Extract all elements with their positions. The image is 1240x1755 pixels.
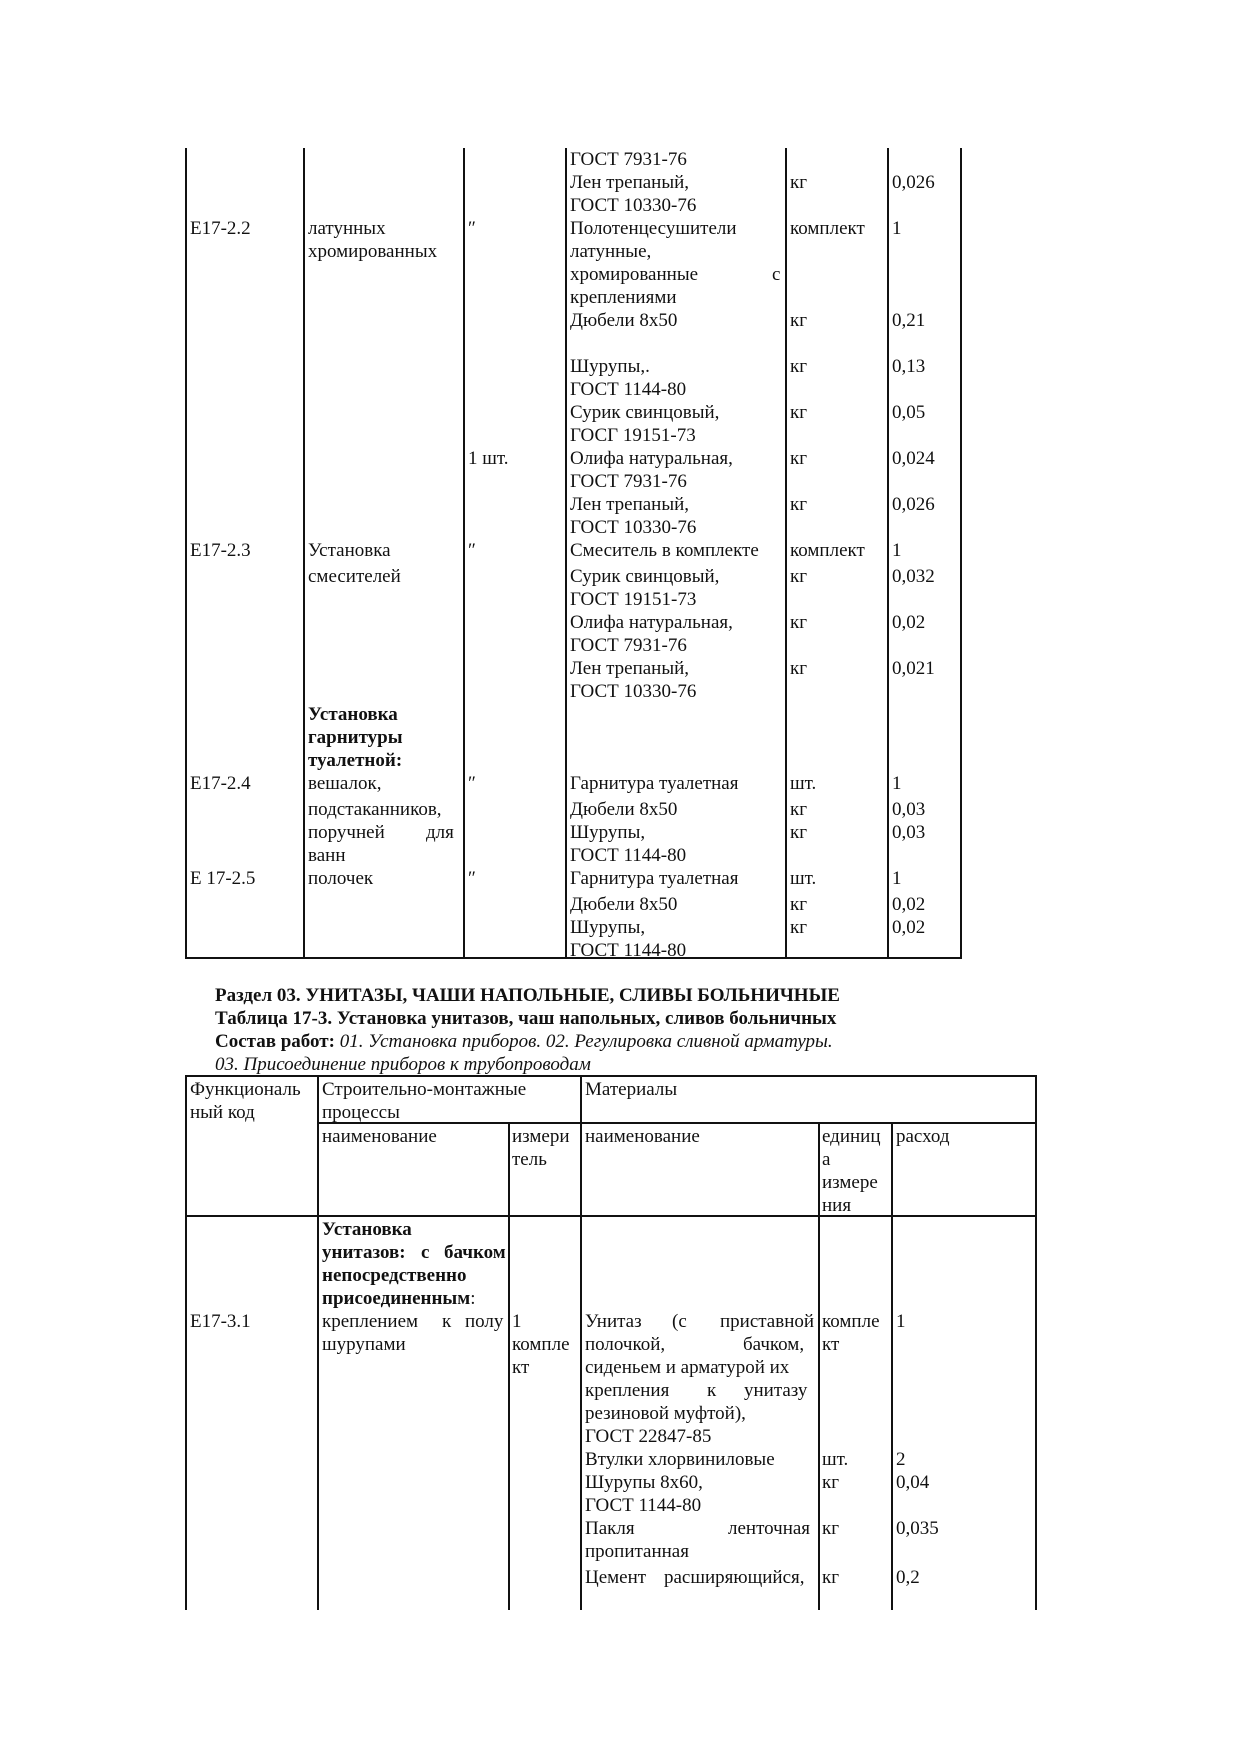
material-qty: 0,035	[896, 1518, 939, 1539]
material-name: Пакля	[585, 1518, 635, 1539]
material-name: (с	[672, 1311, 687, 1332]
process-heading: унитазов:	[322, 1242, 406, 1263]
measure-unit: компле	[512, 1334, 570, 1355]
material-qty: 2	[896, 1449, 906, 1470]
material-qty: 1	[892, 218, 902, 239]
material-unit: кг	[822, 1518, 840, 1539]
process-heading-bold: присоединенным	[322, 1288, 471, 1309]
work-composition-text-2: 03. Присоединение приборов к трубопроводам	[215, 1054, 591, 1075]
material-unit: кг	[790, 658, 808, 679]
process-heading: гарнитуры	[308, 727, 403, 748]
measure-unit: кт	[512, 1357, 530, 1378]
process-heading: туалетной:	[308, 750, 403, 771]
material-qty: 0,026	[892, 172, 935, 193]
header-process-name: наименование	[322, 1126, 437, 1147]
material-qty: 1	[892, 540, 902, 561]
header-material-unit: а	[822, 1149, 831, 1170]
material-name: Дюбели 8х50	[570, 310, 678, 331]
material-qty: 0,13	[892, 356, 926, 377]
material-name: ГОСТ 10330-76	[570, 517, 697, 538]
material-name: хромированные	[570, 264, 699, 285]
material-unit: кг	[790, 172, 808, 193]
material-name: Олифа натуральная,	[570, 612, 733, 633]
material-unit: кт	[822, 1334, 840, 1355]
process-name: Установка	[308, 540, 391, 561]
material-qty: 0,02	[892, 894, 926, 915]
material-unit: кг	[790, 494, 808, 515]
material-name: ГОСТ 19151-73	[570, 589, 697, 610]
material-qty: 0,04	[896, 1472, 930, 1493]
material-name: Цемент	[585, 1567, 647, 1588]
process-name: подстаканников,	[308, 799, 442, 820]
header-process-measure: измери	[512, 1126, 570, 1147]
material-name: Шурупы 8х60,	[585, 1472, 703, 1493]
material-name: ГОСТ 1144-80	[585, 1495, 702, 1516]
function-code: Е17-2.2	[190, 218, 251, 239]
header-function-code: Функциональ	[190, 1079, 301, 1100]
material-qty: 1	[896, 1311, 906, 1332]
material-name: Смеситель в комплекте	[570, 540, 759, 561]
process-heading: непосредственно	[322, 1265, 467, 1286]
process-heading: с	[421, 1242, 430, 1263]
process-heading: бачком	[444, 1242, 506, 1263]
material-unit: кг	[790, 822, 808, 843]
material-unit: кг	[790, 894, 808, 915]
work-composition-label: Состав работ:	[215, 1031, 335, 1052]
material-unit: комплект	[790, 540, 865, 561]
material-qty: 0,026	[892, 494, 935, 515]
material-qty: 0,024	[892, 448, 935, 469]
material-name: Лен трепаный,	[570, 494, 690, 515]
material-name: крепления	[585, 1380, 670, 1401]
header-process: процессы	[322, 1102, 400, 1123]
header-process-measure: тель	[512, 1149, 547, 1170]
material-unit: кг	[790, 917, 808, 938]
material-qty: 0,032	[892, 566, 935, 587]
material-name: с	[772, 264, 781, 285]
process-name: ванн	[308, 845, 346, 866]
material-qty: 0,05	[892, 402, 926, 423]
material-unit: кг	[790, 356, 808, 377]
process-name: поручней	[308, 822, 385, 843]
ditto-mark: ″	[468, 868, 476, 889]
material-name: пропитанная	[585, 1541, 689, 1562]
material-name: ГОСТ 1144-80	[570, 845, 687, 866]
measure-unit: 1	[512, 1311, 522, 1332]
process-heading: Установка	[308, 704, 398, 725]
material-name: унитазу	[744, 1380, 808, 1401]
material-name: ГОСТ 1144-80	[570, 379, 687, 400]
material-qty: 0,021	[892, 658, 935, 679]
process-name: креплением	[322, 1311, 419, 1332]
function-code: Е17-2.4	[190, 773, 251, 794]
material-name: Шурупы,.	[570, 356, 650, 377]
material-name: ГОСГ 19151-73	[570, 425, 696, 446]
material-qty: 1	[892, 868, 902, 889]
material-name: резиновой муфтой),	[585, 1403, 746, 1424]
material-name: ГОСТ 7931-76	[570, 635, 687, 656]
header-material-unit: измере	[822, 1172, 878, 1193]
material-unit: кг	[790, 566, 808, 587]
material-name: латунные,	[570, 241, 652, 262]
process-name: хромированных	[308, 241, 438, 262]
ditto-mark: ″	[468, 218, 476, 239]
material-unit: кг	[822, 1472, 840, 1493]
material-qty: 0,21	[892, 310, 926, 331]
header-function-code: ный код	[190, 1102, 255, 1123]
material-name: Гарнитура туалетная	[570, 773, 739, 794]
material-qty: 0,02	[892, 917, 926, 938]
process-name: для	[426, 822, 454, 843]
process-name: полочек	[308, 868, 374, 889]
material-unit: кг	[790, 799, 808, 820]
material-unit: кг	[822, 1567, 840, 1588]
material-qty: 0,2	[896, 1567, 920, 1588]
material-unit: компле	[822, 1311, 880, 1332]
process-name: шурупами	[322, 1334, 406, 1355]
process-heading: Установка	[322, 1219, 412, 1240]
material-name: сиденьем и арматурой их	[585, 1357, 790, 1378]
material-name: Унитаз	[585, 1311, 642, 1332]
material-name: ГОСТ 10330-76	[570, 195, 697, 216]
header-material-qty: расход	[896, 1126, 950, 1147]
function-code: Е17-3.1	[190, 1311, 251, 1332]
material-name: приставной	[720, 1311, 815, 1332]
function-code: Е17-2.3	[190, 540, 251, 561]
material-unit: шт.	[822, 1449, 849, 1470]
material-name: Полотенцесушители	[570, 218, 737, 239]
material-name: Шурупы,	[570, 822, 646, 843]
material-qty: 0,03	[892, 799, 926, 820]
table-title: Таблица 17-3. Установка унитазов, чаш напольных, сливов больничных	[215, 1008, 837, 1029]
material-unit: кг	[790, 402, 808, 423]
process-name: латунных	[308, 218, 386, 239]
material-name: ГОСТ 7931-76	[570, 149, 687, 170]
measure-unit: 1 шт.	[468, 448, 509, 469]
material-qty: 1	[892, 773, 902, 794]
material-name: Сурик свинцовый,	[570, 566, 720, 587]
material-name: ГОСТ 1144-80	[570, 940, 687, 961]
material-unit: шт.	[790, 773, 817, 794]
process-name: вешалок,	[308, 773, 382, 794]
material-name: к	[707, 1380, 717, 1401]
function-code: Е 17-2.5	[190, 868, 256, 889]
header-material-name: наименование	[585, 1126, 700, 1147]
work-composition	[215, 1030, 833, 1053]
process-name: смесителей	[308, 566, 401, 587]
material-name: Дюбели 8х50	[570, 894, 678, 915]
process-name: полу	[465, 1311, 504, 1332]
material-qty: 0,03	[892, 822, 926, 843]
process-name: к	[442, 1311, 452, 1332]
material-name: полочкой,	[585, 1334, 666, 1355]
material-name: ленточная	[728, 1518, 811, 1539]
material-unit: кг	[790, 448, 808, 469]
material-unit: кг	[790, 310, 808, 331]
work-composition-text: 01. Установка приборов. 02. Регулировка сливной арматуры.	[334, 1031, 833, 1052]
material-name: Лен трепаный,	[570, 658, 690, 679]
material-unit: кг	[790, 612, 808, 633]
material-name: ГОСТ 10330-76	[570, 681, 697, 702]
material-name: Гарнитура туалетная	[570, 868, 739, 889]
material-name: Сурик свинцовый,	[570, 402, 720, 423]
material-unit: комплект	[790, 218, 865, 239]
process-heading-colon: :	[470, 1288, 476, 1309]
material-name: ГОСТ 7931-76	[570, 471, 687, 492]
header-material-unit: единиц	[822, 1126, 881, 1147]
material-name: бачком,	[743, 1334, 805, 1355]
header-material-unit: ния	[822, 1195, 852, 1216]
material-unit: шт.	[790, 868, 817, 889]
material-name: креплениями	[570, 287, 677, 308]
material-name: Олифа натуральная,	[570, 448, 733, 469]
process-heading	[322, 1287, 475, 1310]
header-materials: Материалы	[585, 1079, 678, 1100]
ditto-mark: ″	[468, 540, 476, 561]
section-title: Раздел 03. УНИТАЗЫ, ЧАШИ НАПОЛЬНЫЕ, СЛИВЫ БОЛЬНИЧНЫЕ	[215, 985, 840, 1006]
material-name: Дюбели 8х50	[570, 799, 678, 820]
material-name: Втулки хлорвиниловые	[585, 1449, 775, 1470]
header-process: Строительно-монтажные	[322, 1079, 527, 1100]
material-name: Лен трепаный,	[570, 172, 690, 193]
material-qty: 0,02	[892, 612, 926, 633]
ditto-mark: ″	[468, 773, 476, 794]
material-name: расширяющийся,	[664, 1567, 805, 1588]
material-name: ГОСТ 22847-85	[585, 1426, 712, 1447]
material-name: Шурупы,	[570, 917, 646, 938]
